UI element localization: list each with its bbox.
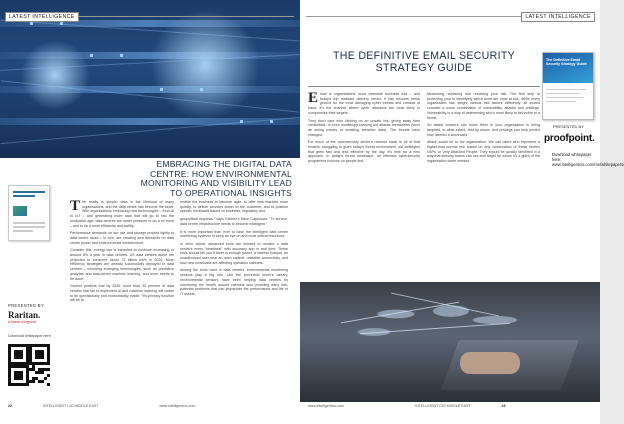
paragraph: For much of the cybersecurity sector's network stack in all of that models, struggling to grant today's threat environment, old strategies that grew fast and less effective by the day. It's time for a new approach. In today's threat landscape, an effective cybersecurity programme focuses on people first.: [308, 140, 420, 164]
raritan-logo: Raritan.: [8, 310, 41, 320]
dropcap: E: [308, 90, 319, 106]
paragraph: enable the business to become agile, to offer new markets more quickly, to deliver services closer to the customer, and to position specific workloads based on business, regulatory and: [180, 200, 288, 214]
right-headline: THE DEFINITIVE EMAIL SECURITY STRATEGY GUIDE: [333, 50, 515, 74]
left-article-col1: [70, 200, 174, 303]
paragraph: mail is organisations' most essential business tool – and today's top malware delivery vector. It has become fertile ground for the most damaging cyber threats and criminal of fraud. It's the channel where cyber attackers are most likely to compromise their targets.: [308, 92, 420, 115]
right-article-col2: [427, 92, 540, 164]
page-number: 22: [8, 404, 12, 408]
proofpoint-logo: proofpoint.: [544, 133, 595, 144]
paragraph: Among the tools used in data centres, environmental monitoring sensors play a big role. Like the proverbial miner's canary, environmental sensors have been helping data centres by monitoring the health around cabinets and providing early risk-potential problems that can jeopardize the performance and life of IT assets.: [180, 268, 288, 296]
section-tab: LATEST INTELLIGENCE: [521, 12, 595, 22]
whitepaper-thumbnail[interactable]: [8, 185, 50, 241]
paragraph: Gartner predicts that by 2020, more than 30 percent of data centres that fail to implement AI and machine learning will cease to be operationally and economically viable. "It's primary function will be to: [70, 284, 174, 303]
paragraph: attack would be to the organisation. We call users who represent a higher-than-normal risk based on any combination of these factors VAPs, or Very Attacked People. They should be quickly identified in a way that security teams can use and target for whom it's a glitch of the organisation when needed.: [427, 140, 540, 164]
left-footer: [8, 404, 196, 408]
footer-site: www.intelligentcio.com: [159, 404, 196, 408]
left-page: [0, 0, 300, 424]
footer-publication: INTELLIGENT CIO MIDDLE EAST: [415, 404, 471, 408]
right-article-col1: [308, 92, 420, 164]
paragraph: So attack creators can move them in your organisation is being targeted, to what extent, and by whom. And privilege can help predict how harmful a successful: [427, 123, 540, 137]
left-headline: EMBRACING THE DIGITAL DATA CENTRE: HOW ENVIRONMENTAL MONITORING AND VISIBILITY LEAD TO OPERATIONAL INSIGHTS: [140, 159, 292, 198]
paragraph: Consider this: energy use is expected to continue increasing to around 8% a year in data centres. US data centres alone are projected to consume about 73 billion kWh in 2020. More efficiency strategies are already successfully deployed in data centres – including emerging technologies, such as predictive analytics and data-driven machine learning, and more needs to be done.: [70, 248, 174, 281]
raritan-tagline: A brand of legrand: [8, 320, 36, 324]
qr-code[interactable]: [8, 344, 50, 386]
paragraph: he reality is simple: data is the lifeblood of many organisations, and the data centre has become the heart. With organisations embracing new technologies – from AI to IoT – and generating more data that will go to into the workplace age, data centres are under pressure to do a lot more – and to do it more efficiently and swiftly.: [70, 200, 174, 228]
footer-publication: INTELLIGENT CIO MIDDLE EAST: [43, 404, 99, 408]
right-page: [300, 0, 624, 424]
download-link[interactable]: Download whitepaper here: www.intelligentcio.com/me/whitepapers/: [552, 152, 624, 168]
download-link[interactable]: Download whitepaper here: [8, 334, 51, 338]
whitepaper-cover[interactable]: [542, 52, 594, 120]
presented-by-label: PRESENTED BY: [553, 124, 584, 129]
headline-rule: [308, 86, 540, 87]
paragraph: Measuring, surfacing and resolving your risk. The first step to protecting your is identifying which ones are most at risk. While every organisation has weight various risk factors differently, all should consider a some combination of vulnerability, attacks and privilege. Vulnerability is a way of determining who's most likely to fall victim to a threat.: [427, 92, 540, 120]
page-number: 23: [501, 404, 506, 408]
footer-site: www.intelligentcio.com: [308, 404, 345, 408]
paragraph: geopolitical requests," says Gartner's Dave Cappuccio. "To survive, data centre infrastructure needs to become intelligent.": [180, 217, 288, 226]
paragraph: Performance demands on our use and storage pushed tightly in data centre racks – in turn, are creating new demands on data centre power and environmental infrastructure.: [70, 231, 174, 245]
right-footer: [308, 404, 506, 408]
cover-title: The Definitive Email Security Strategy Guide: [546, 58, 587, 67]
presented-by-label: PRESENTED BY: [8, 303, 44, 308]
left-article-col2: [180, 200, 288, 297]
section-tab: LATEST INTELLIGENCE: [5, 12, 79, 22]
paragraph: They don't care who clicking on an unsafe link, giving away their credentials, or even unwittingly carrying out attacks themselves (such as wiring money or emailing sensitive data). The threats have changed.: [308, 118, 420, 137]
dropcap: T: [70, 198, 81, 214]
paragraph: It is more important than ever to have the intelligent data centre monitoring systems to keep an eye on and most critical resources.: [180, 229, 288, 239]
paragraph: In other words, advanced tools are needed to monitor a data centre's every "heartbeat" with accuracy and in real time. These tools should tell you if there is enough power, a harmful hotspot, an unauthorised user near an open cabinet, unstable connectivity, and how new workloads are affecting operation cabinets.: [180, 241, 288, 265]
data-centre-cables-photo: [0, 0, 300, 158]
laptop-world-map-photo: [300, 282, 600, 402]
